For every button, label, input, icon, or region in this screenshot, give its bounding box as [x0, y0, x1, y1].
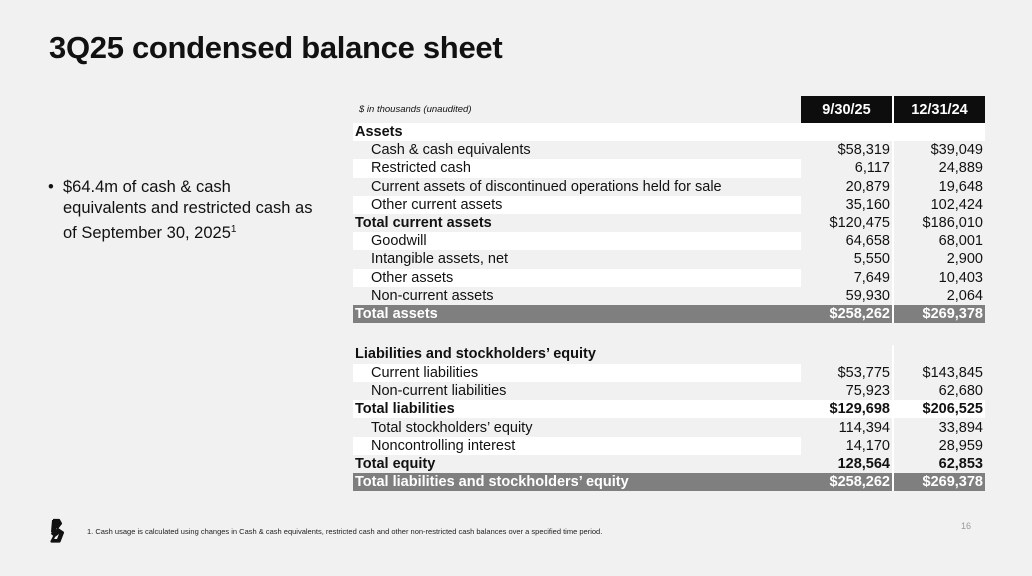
- row-value-930: $258,262: [801, 305, 893, 323]
- spacer-row: [353, 323, 985, 345]
- bullet-text-wrap: [63, 177, 318, 244]
- row-label: Restricted cash: [353, 159, 801, 177]
- company-logo: [49, 518, 67, 544]
- row-value-930: 59,930: [801, 287, 893, 305]
- row-value-930: $58,319: [801, 141, 893, 159]
- row-label: Intangible assets, net: [353, 250, 801, 268]
- unit-note: $ in thousands (unaudited): [359, 103, 472, 115]
- page-number: 16: [961, 521, 972, 531]
- row-value-1231: 24,889: [893, 159, 985, 177]
- row-label: Cash & cash equivalents: [353, 141, 801, 159]
- row-value-1231: $269,378: [893, 473, 985, 491]
- table-row: [353, 382, 985, 400]
- row-value-1231: $186,010: [893, 214, 985, 232]
- empty-cell: [801, 323, 893, 345]
- table-row: [353, 418, 985, 436]
- table-row: [353, 287, 985, 305]
- row-value-930: 7,649: [801, 269, 893, 287]
- table-row: [353, 178, 985, 196]
- row-value-1231: 19,648: [893, 178, 985, 196]
- empty-cell: [893, 123, 985, 141]
- empty-cell: [801, 345, 893, 364]
- row-value-930: $258,262: [801, 473, 893, 491]
- bullet-dot: •: [48, 178, 54, 196]
- row-value-930: 35,160: [801, 196, 893, 214]
- table-row: [353, 232, 985, 250]
- logo-mark-icon: [49, 518, 67, 544]
- liabilities-header: Liabilities and stockholders’ equity: [353, 345, 801, 364]
- row-label: Noncontrolling interest: [353, 437, 801, 455]
- row-label: Total liabilities: [353, 400, 801, 418]
- empty-cell: [353, 323, 801, 345]
- row-label: Current liabilities: [353, 364, 801, 383]
- footnote: 1. Cash usage is calculated using changes in Cash & cash equivalents, restricted cash and other non-restricted cash balances over a specified time period.: [87, 527, 603, 536]
- table-row: [353, 437, 985, 455]
- row-label: Total stockholders’ equity: [353, 418, 801, 436]
- row-value-1231: $39,049: [893, 141, 985, 159]
- row-label: Total liabilities and stockholders’ equity: [353, 473, 801, 491]
- row-value-930: 114,394: [801, 418, 893, 436]
- row-label: Current assets of discontinued operations held for sale: [353, 178, 801, 196]
- table-row: [353, 141, 985, 159]
- row-value-1231: 62,853: [893, 455, 985, 473]
- row-value-930: $129,698: [801, 400, 893, 418]
- row-label: Non-current assets: [353, 287, 801, 305]
- balance-sheet-table: [353, 96, 985, 491]
- column-header-1231: 12/31/24: [893, 96, 985, 123]
- row-label: Total current assets: [353, 214, 801, 232]
- row-value-930: $120,475: [801, 214, 893, 232]
- row-label: Total equity: [353, 455, 801, 473]
- row-value-930: 128,564: [801, 455, 893, 473]
- row-value-1231: 2,064: [893, 287, 985, 305]
- row-value-1231: 28,959: [893, 437, 985, 455]
- row-value-1231: $206,525: [893, 400, 985, 418]
- column-header-930: 9/30/25: [801, 96, 893, 123]
- row-value-930: 75,923: [801, 382, 893, 400]
- bullet-text: $64.4m of cash & cash equivalents and restricted cash as of September 30, 2025: [63, 178, 313, 242]
- row-label: Other assets: [353, 269, 801, 287]
- row-value-1231: 102,424: [893, 196, 985, 214]
- row-value-930: 6,117: [801, 159, 893, 177]
- row-value-1231: 10,403: [893, 269, 985, 287]
- total-equity-row: [353, 455, 985, 473]
- total-liabilities-equity-row: [353, 473, 985, 491]
- row-value-1231: $143,845: [893, 364, 985, 383]
- page-title: 3Q25 condensed balance sheet: [49, 30, 503, 65]
- table-row: [353, 196, 985, 214]
- row-label: Total assets: [353, 305, 801, 323]
- row-value-1231: 62,680: [893, 382, 985, 400]
- row-value-930: 5,550: [801, 250, 893, 268]
- table-row: [353, 364, 985, 383]
- empty-cell: [893, 323, 985, 345]
- assets-header-row: [353, 123, 985, 141]
- row-value-1231: 2,900: [893, 250, 985, 268]
- total-liabilities-row: [353, 400, 985, 418]
- row-value-1231: 33,894: [893, 418, 985, 436]
- total-assets-row: [353, 305, 985, 323]
- table-row: [353, 250, 985, 268]
- table-row: [353, 269, 985, 287]
- row-label: Goodwill: [353, 232, 801, 250]
- liabilities-header-row: [353, 345, 985, 364]
- row-value-930: $53,775: [801, 364, 893, 383]
- table-row: [353, 159, 985, 177]
- row-value-930: 14,170: [801, 437, 893, 455]
- row-label: Other current assets: [353, 196, 801, 214]
- empty-cell: [801, 123, 893, 141]
- summary-bullet: [48, 177, 318, 244]
- total-current-assets-row: [353, 214, 985, 232]
- footnote-ref: 1: [230, 224, 237, 235]
- row-value-1231: $269,378: [893, 305, 985, 323]
- row-value-930: 20,879: [801, 178, 893, 196]
- assets-header: Assets: [353, 123, 801, 141]
- row-value-1231: 68,001: [893, 232, 985, 250]
- table-header-row: [353, 96, 985, 123]
- row-value-930: 64,658: [801, 232, 893, 250]
- empty-cell: [893, 345, 985, 364]
- row-label: Non-current liabilities: [353, 382, 801, 400]
